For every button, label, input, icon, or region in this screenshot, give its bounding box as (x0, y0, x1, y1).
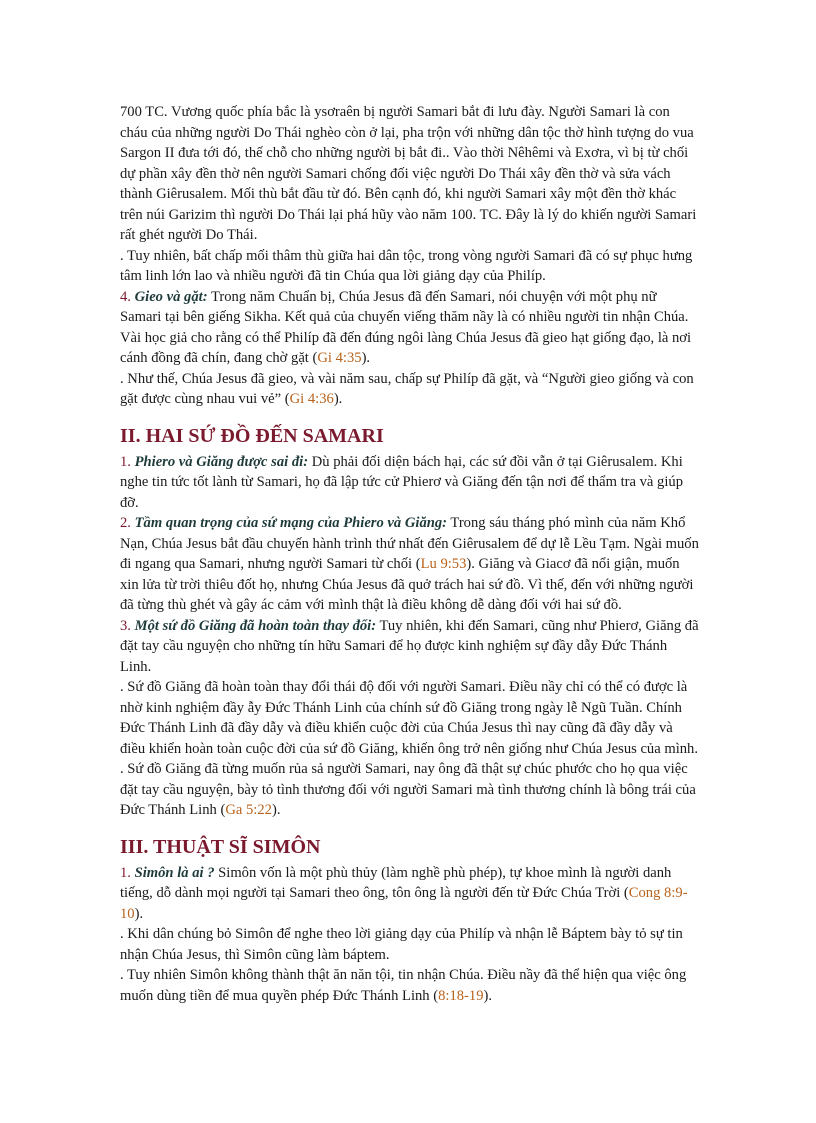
item-text-end: ). (134, 905, 144, 922)
item-number: 4. (120, 288, 131, 305)
item-text: . Như thế, Chúa Jesus đã gieo, và vài năm sau, chấp sự Philíp đã gặt, và “Người gieo giống và con gặt được cùng nhau vui vẻ” ( (120, 370, 694, 407)
item-number: 3. (120, 617, 131, 634)
item-lead: Phiero và Giăng được sai đi: (134, 453, 309, 470)
item-text-end: ). (483, 987, 493, 1004)
item-text: Tuy nhiên, khi đến Samari, cũng như Phierơ, Giăng đã đặt tay cầu nguyện cho những tín hữu Samari để họ được kinh nghiệm sự đầy dẫy Đức Thánh Linh. (120, 617, 699, 675)
item-text: Simôn vốn là một phù thủy (làm nghề phù phép), tự khoe mình là người danh tiếng, dỗ dành mọi người tại Samari theo ông, tôn ông là người đến từ Đức Chúa Trời ( (120, 864, 672, 901)
section2-item-2 (120, 513, 700, 616)
item-text-end: ). (271, 802, 281, 818)
item-text: . Tuy nhiên Simôn không thành thật ăn năn tội, tin nhận Chúa. Điều nầy đã thể hiện qua việc ông muốn dùng tiền để mua quyền phép Đức Thánh Linh ( (120, 967, 687, 1004)
section-heading-3: III. THUẬT SĨ SIMÔN (120, 835, 321, 858)
intro-paragraph-4 (120, 369, 700, 410)
item-text: . Sứ đồ Giăng đã từng muốn rủa sả người Samari, nay ông đã thật sự chúc phước cho họ qua việc đặt tay cầu nguyện, bày tỏ tình thương đối với người Samari mà tình thương chính là bông trái của Đức Thánh Linh ( (120, 761, 696, 818)
item-lead: Simôn là ai ? (134, 864, 215, 881)
scripture-reference: Gi 4:35 (317, 350, 362, 366)
section2-item-3 (120, 616, 700, 678)
document-body (120, 102, 700, 1006)
item-number: 2. (120, 515, 131, 531)
scripture-reference: Ga 5:22 (225, 802, 272, 818)
intro-paragraph-2: . Tuy nhiên, bất chấp mối thâm thù giữa hai dân tộc, trong vòng người Samari đã có sự phục hưng tâm linh lớn lao và nhiều người đã tin Chúa qua lời giảng dạy của Philíp. (120, 247, 693, 284)
scripture-reference: Lu 9:53 (420, 556, 467, 572)
section3-paragraph-3 (120, 965, 700, 1006)
item-text: Trong năm Chuẩn bị, Chúa Jesus đã đến Samari, nói chuyện với một phụ nữ Samari tại bên giếng Sikha. Kết quả của chuyến viếng thăm nầy là có nhiều người tin nhận Chúa. Vài học giả cho rằng có thể Philíp đã đến đúng ngôi làng Chúa Jesus đã gieo hạt giống đạo, là nơi cánh đồng đã chín, đang chờ gặt ( (120, 288, 692, 366)
section2-paragraph-5 (120, 759, 700, 821)
item-lead: Gieo và gặt: (134, 288, 208, 305)
intro-paragraph-1: 700 TC. Vương quốc phía bắc là ysơraên bị người Samari bắt đi lưu đày. Người Samari là con cháu của những người Do Thái nghèo còn ở lại, pha trộn với những dân tộc thờ hình tượng do vua Sargon II đưa tới đó, thế chỗ cho những người bị bắt đi.. Vào thời Nêhêmi và Exơra, vì bị từ chối dự phần xây đền thờ nên người Samari chống đối việc người Do Thái xây đền thờ và sửa vách thành Giêrusalem. Mối thù bắt đầu từ đó. Bên cạnh đó, khi người Samari xây một đền thờ khác trên núi Garizim thì người Do Thái lại phá hũy vào năm 100. TC. Đây là lý do khiến người Samari rất ghét người Do Thái. (120, 104, 697, 243)
item-number: 1. (120, 453, 131, 470)
item-text-end: ). (333, 391, 343, 407)
item-text: Trong sáu tháng phó mình của năm Khổ Nạn, Chúa Jesus bắt đầu chuyến hành trình thứ nhất đến Giêrusalem để dự lễ Lều Tạm. Ngài muốn đi ngang qua Samari, nhưng người Samari từ chối ( (120, 515, 699, 572)
item-text: Dù phải đối diện bách hại, các sứ đồi vẫn ở tại Giêrusalem. Khi nghe tin tức tốt lành từ Samari, họ đã lập tức cử Phierơ và Giăng đến tận nơi để thẩm tra và giúp đỡ. (120, 453, 683, 511)
item-text-end: ). Giăng và Giacơ đã nổi giận, muốn xin lửa từ trời thiêu đốt họ, nhưng Chúa Jesus đã quở trách hai sứ đồ. Vì thế, đến với những người đã từng thù ghét và gây ác cảm với mình thật là điều không dễ dàng đối với hai sứ đồ. (120, 556, 694, 613)
section-heading-2: II. HAI SỨ ĐỒ ĐẾN SAMARI (120, 424, 384, 447)
scripture-reference: Gi 4:36 (289, 391, 334, 407)
section2-paragraph-4: . Sứ đồ Giăng đã hoàn toàn thay đổi thái độ đối với người Samari. Điều nầy chỉ có thể có được là nhờ kinh nghiệm đầy ẫy Đức Thánh Linh của chính sứ đồ Giăng trong ngày lễ Ngũ Tuần. Chính Đức Thánh Linh đã đầy dẫy và điều khiển cuộc đời của Chúa Jesus thì nay cũng đã đầy dẫy và điều khiển hoàn toàn cuộc đời của sứ đồ Giăng, khiến ông trở nên giống như Chúa Jesus của mình. (120, 679, 699, 757)
intro-paragraph-3 (120, 287, 700, 369)
scripture-reference: Cong 8:9-10 (120, 885, 688, 922)
section3-paragraph-2: . Khi dân chúng bỏ Simôn để nghe theo lời giảng dạy của Philíp và nhận lễ Báptem bày tỏ sự tin nhận Chúa Jesus, thì Simôn cũng làm báptem. (120, 926, 683, 963)
item-text-end: ). (361, 350, 371, 366)
item-lead: Một sứ đồ Giăng đã hoàn toàn thay đổi: (134, 617, 377, 634)
section2-item-1 (120, 452, 700, 514)
section3-item-1 (120, 863, 700, 925)
scripture-reference: 8:18-19 (438, 987, 484, 1004)
item-lead: Tầm quan trọng của sứ mạng của Phiero và Giăng: (134, 515, 448, 531)
item-number: 1. (120, 864, 131, 881)
